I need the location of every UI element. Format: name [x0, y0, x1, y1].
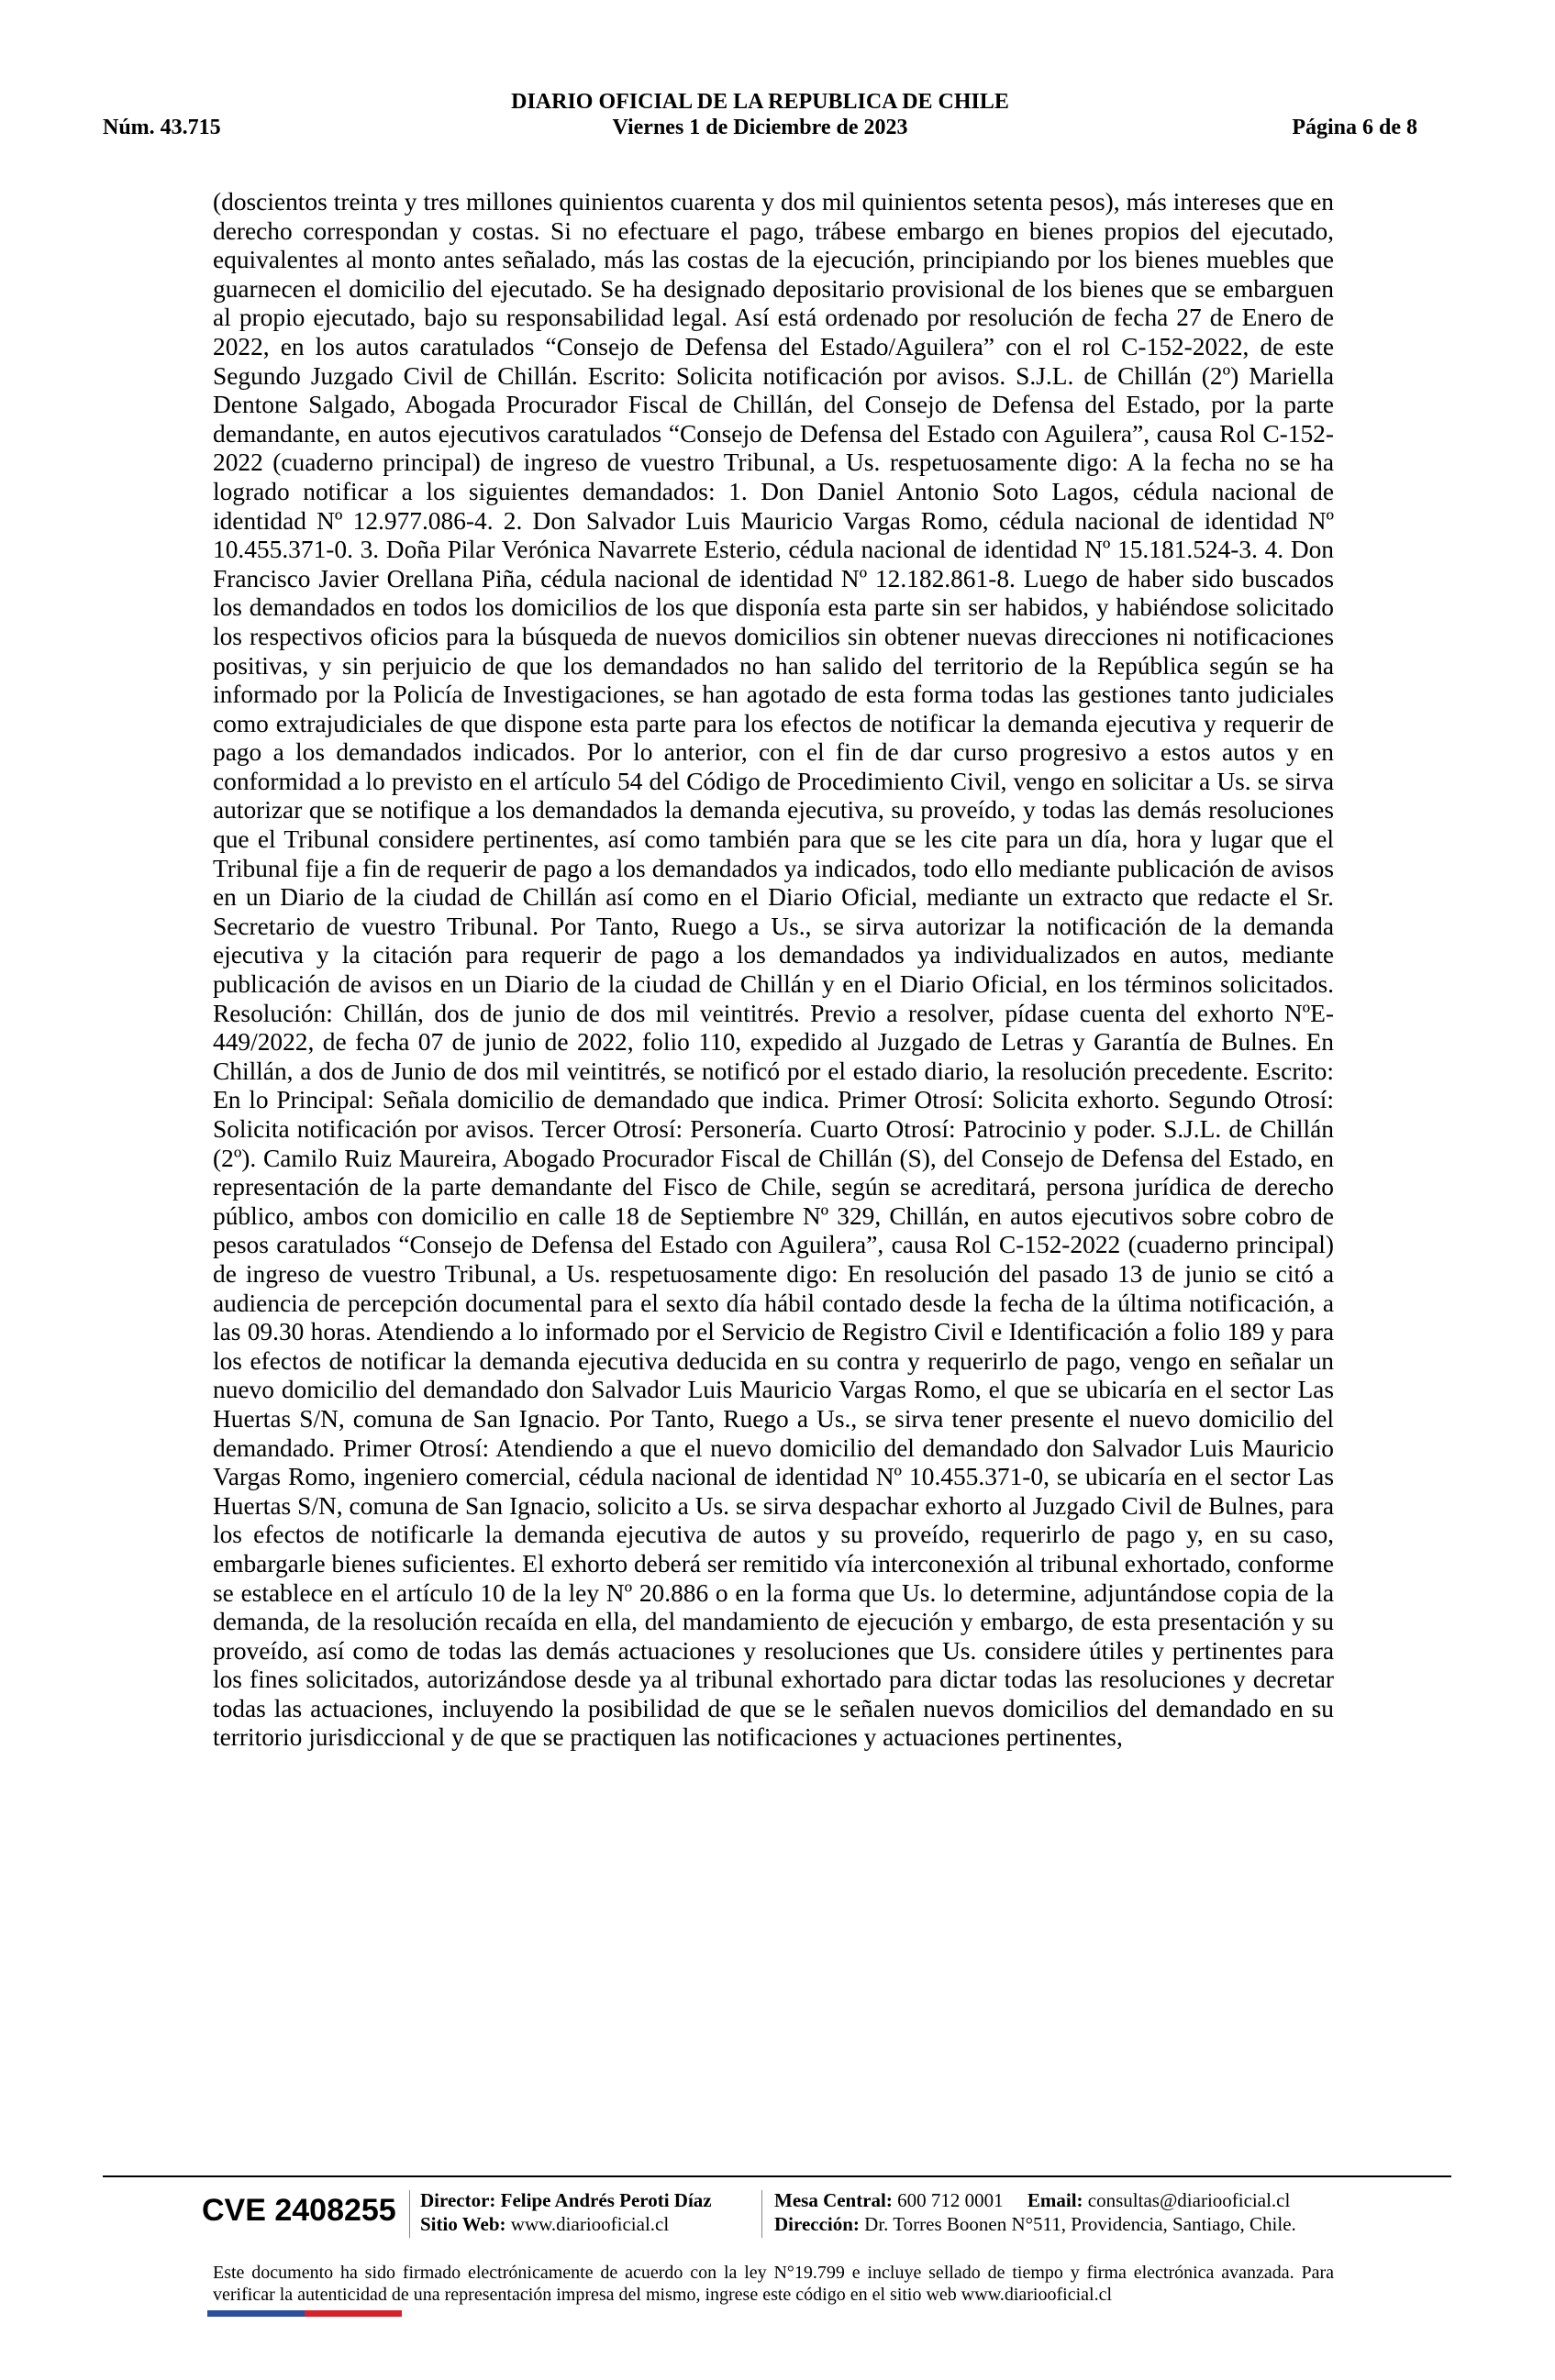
phone-number: 600 712 0001 [897, 2189, 1004, 2211]
address-label: Dirección: [774, 2213, 860, 2235]
address: Dr. Torres Boonen N°511, Providencia, Santiago, Chile. [864, 2213, 1296, 2235]
flag-red-segment [305, 2310, 402, 2317]
director-name: Felipe Andrés Peroti Díaz [500, 2189, 712, 2211]
body-text: (doscientos treinta y tres millones quinientos cuarenta y dos mil quinientos setenta pesos), más intereses que en derecho correspondan y costas. Si no efectuare el pago, trábese embargo en bienes propios del ejecutado, equivalentes al monto antes señalado, más las costas de la ejecución, principiando por los bienes muebles que guarnecen el domicilio del ejecutado. Se ha designado depositario provisional de los bienes que se embarguen al propio ejecutado, bajo su responsabilidad legal. Así está ordenado por resolución de fecha 27 de Enero de 2022, en los autos caratulados “Consejo de Defensa del Estado/Aguilera” con el rol C-152-2022, de este Segundo Juzgado Civil de Chillán. Escrito: Solicita notificación por avisos. S.J.L. de Chillán (2º) Mariella Dentone Salgado, Abogada Procurador Fiscal de Chillán, del Consejo de Defensa del Estado, por la parte demandante, en autos ejecutivos caratulados “Consejo de Defensa del Estado con Aguilera”, causa Rol C-152-2022 (cuaderno principal) de ingreso de vuestro Tribunal, a Us. respetuosamente digo: A la fecha no se ha logrado notificar a los siguientes demandados: 1. Don Daniel Antonio Soto Lagos, cédula nacional de identidad Nº 12.977.086-4. 2. Don Salvador Luis Mauricio Vargas Romo, cédula nacional de identidad Nº 10.455.371-0. 3. Doña Pilar Verónica Navarrete Esterio, cédula nacional de identidad Nº 15.181.524-3. 4. Don Francisco Javier Orellana Piña, cédula nacional de identidad Nº 12.182.861-8. Luego de haber sido buscados los demandados en todos los domicilios de los que disponía esta parte sin ser habidos, y habiéndose solicitado los respectivos oficios para la búsqueda de nuevos domicilios sin obtener nuevas direcciones ni notificaciones positivas, y sin perjuicio de que los demandados no han salido del territorio de la República según se ha informado por la Policía de Investigaciones, se han agotado de esta forma todas las gestiones tanto judiciales como extrajudiciales de que dispone esta parte para los efectos de notificar la demanda ejecutiva y requerir de pago a los demandados indicados. Por lo anterior, con el fin de dar curso progresivo a estos autos y en conformidad a lo previsto en el artículo 54 del Código de Procedimiento Civil, vengo en solicitar a Us. se sirva autorizar que se notifique a los demandados la demanda ejecutiva, su proveído, y todas las demás resoluciones que el Tribunal considere pertinentes, así como también para que se les cite para un día, hora y lugar que el Tribunal fije a fin de requerir de pago a los demandados ya indicados, todo ello mediante publicación de avisos en un Diario de la ciudad de Chillán así como en el Diario Oficial, mediante un extracto que redacte el Sr. Secretario de vuestro Tribunal. Por Tanto, Ruego a Us., se sirva autorizar la notificación de la demanda ejecutiva y la citación para requerir de pago a los demandados ya individualizados en autos, mediante publicación de avisos en un Diario de la ciudad de Chillán y en el Diario Oficial, en los términos solicitados. Resolución: Chillán, dos de junio de dos mil veintitrés. Previo a resolver, pídase cuenta del exhorto NºE-449/2022, de fecha 07 de junio de 2022, folio 110, expedido al Juzgado de Letras y Garantía de Bulnes. En Chillán, a dos de Junio de dos mil veintitrés, se notificó por el estado diario, la resolución precedente. Escrito: En lo Principal: Señala domicilio de demandado que indica. Primer Otrosí: Solicita exhorto. Segundo Otrosí: Solicita notificación por avisos. Tercer Otrosí: Personería. Cuarto Otrosí: Patrocinio y poder. S.J.L. de Chillán (2º). Camilo Ruiz Maureira, Abogado Procurador Fiscal de Chillán (S), del Consejo de Defensa del Estado, en representación de la parte demandante del Fisco de Chile, según se acreditará, persona jurídica de derecho público, ambos con domicilio en calle 18 de Septiembre Nº 329, Chillán, en autos ejecutivos sobre cobro de pesos caratulados “Consejo de Defensa del Estado con Aguilera”, causa Rol C-152-2022 (cuaderno principal) de ingreso de vuestro Tribunal, a Us. respetuosamente digo: En resolución del pasado 13 de junio se citó a audiencia de percepción documental para el sexto día hábil contado desde la fecha de la última notificación, a las 09.30 horas. Atendiendo a lo informado por el Servicio de Registro Civil e Identificación a folio 189 y para los efectos de notificar la demanda ejecutiva deducida en su contra y requerirlo de pago, vengo en señalar un nuevo domicilio del demandado don Salvador Luis Mauricio Vargas Romo, el que se ubicaría en el sector Las Huertas S/N, comuna de San Ignacio. Por Tanto, Ruego a Us., se sirva tener presente el nuevo domicilio del demandado. Primer Otrosí: Atendiendo a que el nuevo domicilio del demandado don Salvador Luis Mauricio Vargas Romo, ingeniero comercial, cédula nacional de identidad Nº 10.455.371-0, se ubicaría en el sector Las Huertas S/N, comuna de San Ignacio, solicito a Us. se sirva despachar exhorto al Juzgado Civil de Bulnes, para los efectos de notificarle la demanda ejecutiva de autos y su proveído, requerirlo de pago y, en su caso, embargarle bienes suficientes. El exhorto deberá ser remitido vía interconexión al tribunal exhortado, conforme se establece en el artículo 10 de la ley Nº 20.886 o en la forma que Us. lo determine, adjuntándose copia de la demanda, de la resolución recaída en ella, del mandamiento de ejecución y embargo, de esta presentación y su proveído, así como de todas las demás actuaciones y resoluciones que Us. considere útiles y pertinentes para los fines solicitados, autorizándose desde ya al tribunal exhortado para dictar todas las resoluciones y decretar todas las actuaciones, incluyendo la posibilidad de que se le señalen nuevos domicilios del demandado en su territorio jurisdiccional y de que se practiquen las notificaciones y actuaciones pertinentes, [213, 188, 1334, 1752]
footer-contact-block [774, 2188, 1296, 2236]
footer-separator [409, 2190, 410, 2238]
publication-title: DIARIO OFICIAL DE LA REPUBLICA DE CHILE [511, 90, 1009, 114]
footer-director-block [420, 2188, 712, 2236]
web-label: Sitio Web: [420, 2213, 506, 2235]
email-link[interactable]: consultas@diariooficial.cl [1087, 2189, 1291, 2211]
publication-date: Viernes 1 de Diciembre de 2023 [612, 116, 908, 139]
footer-info [103, 2186, 1451, 2242]
website-link[interactable]: www.diariooficial.cl [510, 2213, 670, 2235]
issue-number: Núm. 43.715 [103, 116, 221, 139]
page-header [103, 88, 1417, 152]
flag-blue-segment [207, 2310, 305, 2317]
email-label: Email: [1027, 2189, 1083, 2211]
flag-color-bar [207, 2310, 402, 2317]
signature-note: Este documento ha sido firmado electrónicamente de acuerdo con la ley N°19.799 e incluye sellado de tiempo y firma electrónica avanzada. Para verificar la autenticidad de una representación impresa del mismo, ingrese este código en el sitio web www.diariooficial.cl [213, 2263, 1334, 2305]
footer-separator [761, 2190, 762, 2238]
cve-code: CVE 2408255 [202, 2193, 396, 2228]
page-number: Página 6 de 8 [1292, 116, 1417, 139]
phone-label: Mesa Central: [774, 2189, 893, 2211]
footer-divider [103, 2175, 1451, 2177]
director-label: Director: [420, 2189, 496, 2211]
